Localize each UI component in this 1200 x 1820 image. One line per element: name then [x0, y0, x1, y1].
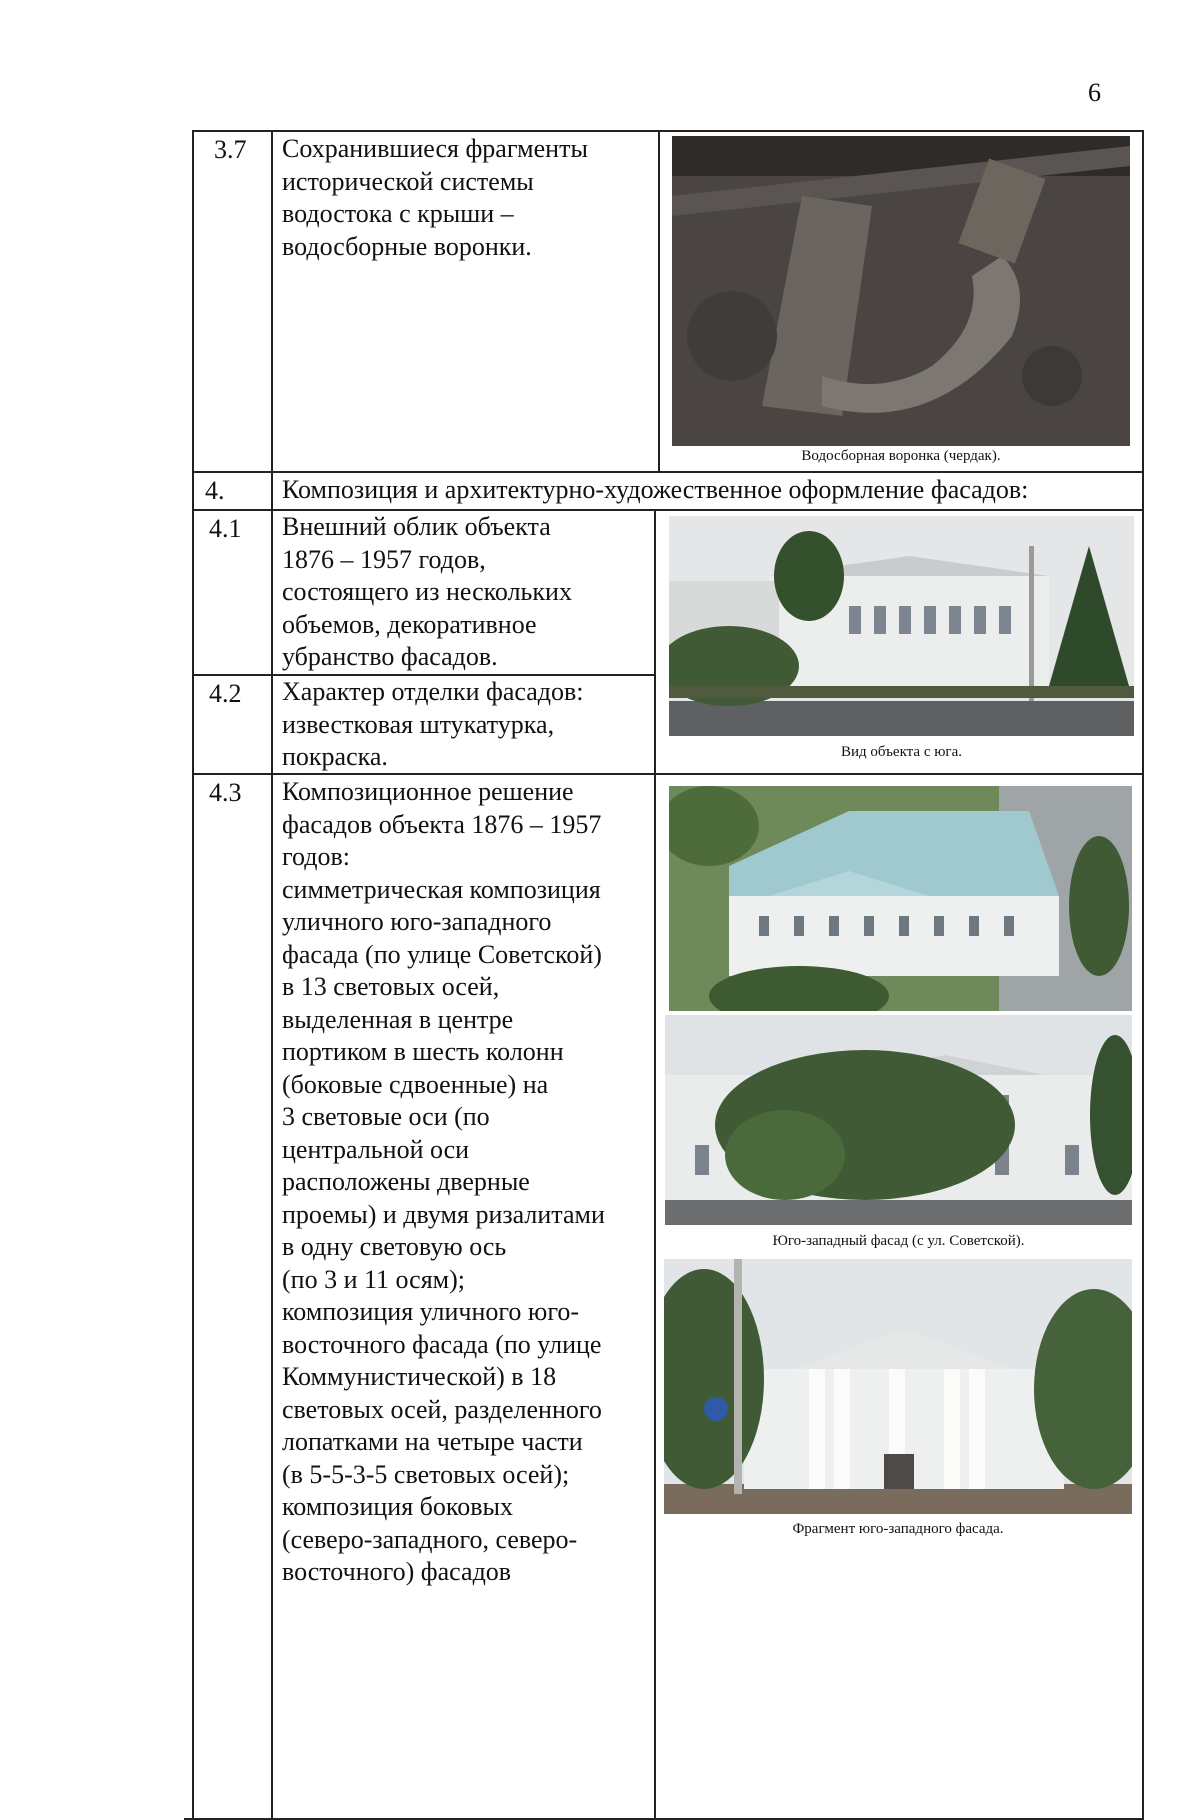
photo-caption: Вид объекта с юга.: [841, 744, 962, 760]
photo-aerial-view: [669, 786, 1132, 1011]
section-heading: Композиция и архитектурно-художественное оформление фасадов:: [282, 475, 1029, 504]
photo-southwest-facade-fragment: [664, 1259, 1132, 1514]
photo-view-from-south: [669, 516, 1134, 736]
row-number: 4.1: [209, 514, 242, 543]
row-number: 4.2: [209, 679, 242, 708]
row-description: Характер отделки фасадов: известковая штукатурка, покраска.: [282, 677, 584, 771]
row-description: Композиционное решение фасадов объекта 1876 – 1957 годов: симметрическая композиция уличного юго-западного фасада (по улице Советской) в 13 световых осей, выделенная в центре портиком в шесть колонн (боковые сдвоенные) на 3 световые оси (по центральной оси расположены дверные проемы) и двумя ризалитами в одну световую ось (по 3 и 11 осям); композиция уличного юго- восточного фасада (по улице Коммунистической) в 18 световых осей, разделенного лопатками на четыре части (в 5-5-3-5 световых осей); композиция боковых (северо-западного, северо- восточного) фасадов: [282, 777, 605, 1586]
row-description: Сохранившиеся фрагменты исторической системы водостока с крыши – водосборные воронки.: [282, 134, 588, 261]
page-number: 6: [1088, 78, 1101, 107]
photo-caption: Водосборная воронка (чердак).: [801, 448, 1001, 464]
row-number: 4.3: [209, 778, 242, 807]
row-number: 3.7: [214, 135, 247, 164]
photo-southwest-facade: [665, 1015, 1132, 1225]
row-description: Внешний облик объекта 1876 – 1957 годов, состоящего из нескольких объемов, декоративное убранство фасадов.: [282, 512, 572, 671]
photo-drain-funnel: [672, 136, 1130, 446]
photo-caption: Фрагмент юго-западного фасада.: [792, 1521, 1004, 1537]
row-number: 4.: [205, 476, 225, 505]
photo-caption: Юго-западный фасад (с ул. Советской).: [772, 1233, 1025, 1249]
